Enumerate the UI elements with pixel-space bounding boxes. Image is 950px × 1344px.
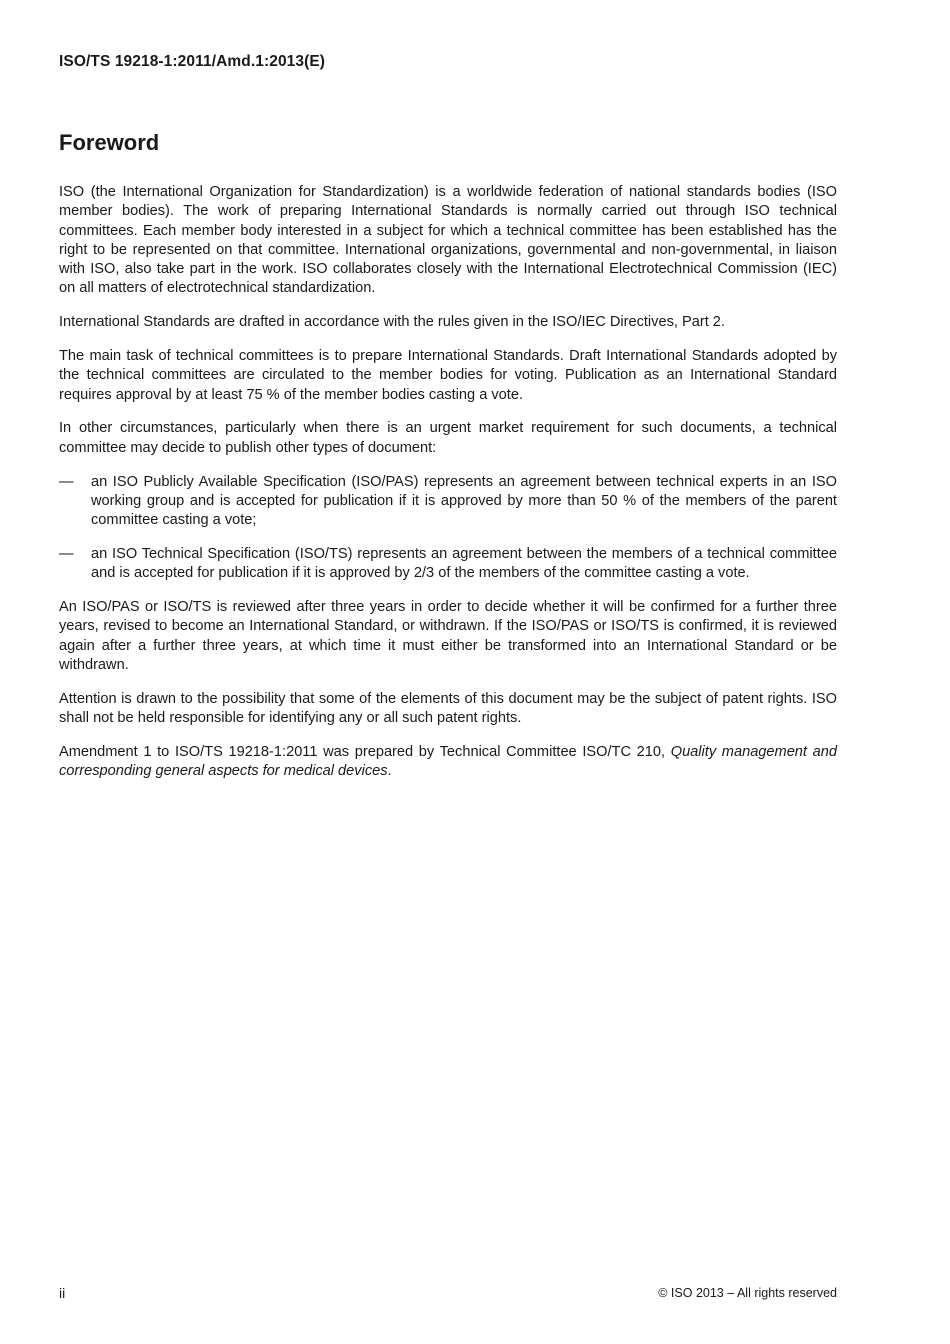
list-item [59, 473, 837, 531]
paragraph-patent: Attention is drawn to the possibility that some of the elements of this document may be the subject of patent rights. ISO shall not be held responsible for identifying any or all such patent rights. [59, 690, 837, 727]
paragraph-main-task: The main task of technical committees is to prepare International Standards. Draft International Standards adopted by the technical committees are circulated to the member bodies for voting. Publication as an International Standard requires approval by at least 75 % of the member bodies casting a vote. [59, 348, 837, 403]
paragraph-amendment [59, 743, 837, 782]
page-number: ii [59, 1285, 66, 1301]
copyright-notice: © ISO 2013 – All rights reserved [658, 1286, 837, 1300]
bullet-text-pas: an ISO Publicly Available Specification (ISO/PAS) represents an agreement between technical experts in an ISO working group and is accepted for publication if it is approved by more than 50 % of the members of the parent committee casting a vote; [91, 473, 837, 529]
dash-bullet: — [59, 473, 74, 490]
paragraph-review: An ISO/PAS or ISO/TS is reviewed after three years in order to decide whether it will be confirmed for a further three years, revised to become an International Standard, or withdrawn. If the ISO/PAS or ISO/TS is confirmed, it is reviewed again after a further three years, at which time it must either be transformed into an International Standard or be withdrawn. [59, 599, 837, 673]
page-title: Foreword [59, 130, 160, 155]
committee-title-italic: Quality management and corresponding general aspects for medical devices [59, 743, 837, 780]
paragraph-other-circumstances: In other circumstances, particularly when there is an urgent market requirement for such documents, a technical committee may decide to publish other types of document: [59, 420, 837, 456]
paragraph-directives: International Standards are drafted in accordance with the rules given in the ISO/IEC Directives, Part 2. [59, 314, 725, 331]
paragraph-iso-description: ISO (the International Organization for Standardization) is a worldwide federation of national standards bodies (ISO member bodies). The work of preparing International Standards is normally carried out through ISO technical committees. Each member body interested in a subject for which a technical committee has been established has the right to be represented on that committee. International organizations, governmental and non-governmental, in liaison with ISO, also take part in the work. ISO collaborates closely with the International Electrotechnical Commission (IEC) on all matters of electrotechnical standardization. [59, 184, 837, 297]
list-item [59, 545, 837, 584]
foreword-body [59, 183, 837, 796]
bullet-text-ts: an ISO Technical Specification (ISO/TS) represents an agreement between the members of a technical committee and is accepted for publication if it is approved by 2/3 of the members of the committee casting a vote. [91, 545, 837, 582]
document-id-header: ISO/TS 19218-1:2011/Amd.1:2013(E) [59, 53, 326, 70]
amendment-end: . [387, 763, 392, 780]
amendment-text: Amendment 1 to ISO/TS 19218-1:2011 was prepared by Technical Committee ISO/TC 210, [59, 743, 671, 760]
dash-bullet: — [59, 545, 74, 562]
